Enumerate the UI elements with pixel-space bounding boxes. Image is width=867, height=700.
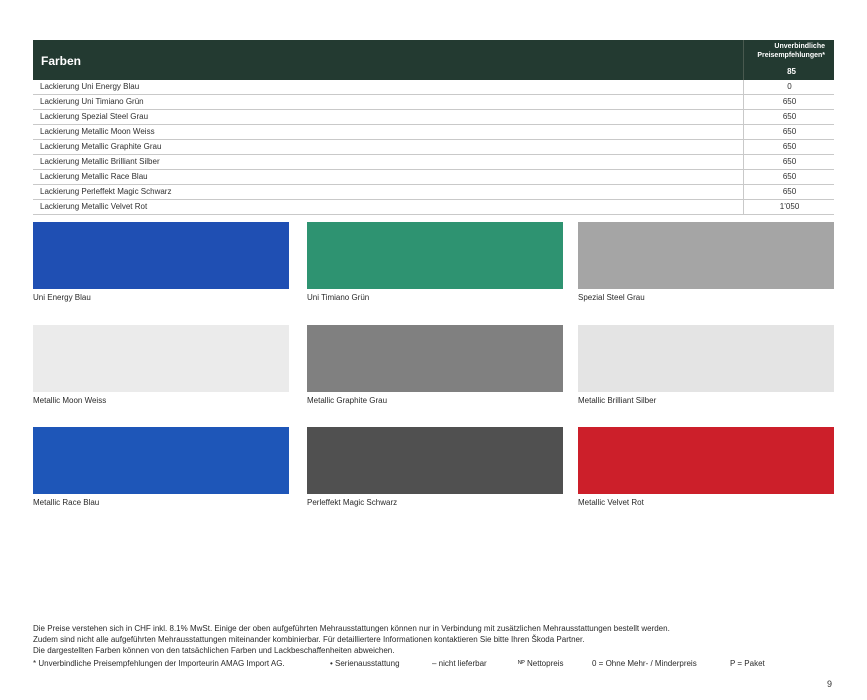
table-row [33,170,834,185]
swatch-uni-timiano-gruen [307,222,563,289]
footer-note-1: Die Preise verstehen sich in CHF inkl. 8.1% MwSt. Einige der oben aufgeführten Mehrausstattungen können nur in Verbindung mit zusätzlichen Mehrausstattungen bestellt werden. [33,624,670,633]
row-label: Lackierung Spezial Steel Grau [40,112,149,121]
legend-not-available: – nicht lieferbar [432,659,487,668]
legend-net-price: ᴺᴾ Nettopreis [518,659,564,668]
table-row [33,185,834,200]
row-price: 650 [743,140,835,154]
row-price: 0 [743,80,835,94]
row-label: Lackierung Metallic Moon Weiss [40,127,155,136]
swatch-label: Perleffekt Magic Schwarz [307,498,398,507]
swatch-label: Metallic Graphite Grau [307,396,388,405]
row-price: 1’050 [743,200,835,214]
swatch-metallic-moon-weiss [33,325,289,392]
model-code: 85 [787,67,796,76]
swatch-spezial-steel-grau [578,222,834,289]
table-row [33,95,834,110]
row-label: Lackierung Metallic Brilliant Silber [40,157,160,166]
table-row [33,80,834,95]
row-price: 650 [743,170,835,184]
row-label: Lackierung Uni Timiano Grün [40,97,144,106]
table-row [33,155,834,170]
swatch-metallic-velvet-rot [578,427,834,494]
legend-importer: * Unverbindliche Preisempfehlungen der Importeurin AMAG Import AG. [33,659,285,668]
swatch-label: Uni Energy Blau [33,293,91,302]
swatch-label: Metallic Velvet Rot [578,498,644,507]
swatch-metallic-graphite-grau [307,325,563,392]
row-price: 650 [743,110,835,124]
footer-note-2: Zudem sind nicht alle aufgeführten Mehrausstattungen miteinander kombinierbar. Für detailliertere Informationen kontaktieren Sie bitte Ihren Škoda Partner. [33,635,585,644]
table-row [33,110,834,125]
footer-note-3: Die dargestellten Farben können von den tatsächlichen Farben und Lackbeschaffenheiten abweichen. [33,646,395,655]
table-title: Farben [41,54,82,68]
swatch-perleffekt-magic-schwarz [307,427,563,494]
swatch-metallic-brilliant-silber [578,325,834,392]
swatch-label: Metallic Race Blau [33,498,100,507]
table-row [33,200,834,215]
row-price: 650 [743,155,835,169]
swatch-metallic-race-blau [33,427,289,494]
legend-zero: 0 = Ohne Mehr- / Minderpreis [592,659,697,668]
row-label: Lackierung Perleffekt Magic Schwarz [40,187,172,196]
row-label: Lackierung Metallic Graphite Grau [40,142,162,151]
table-header [33,40,834,80]
table-row [33,125,834,140]
swatch-label: Uni Timiano Grün [307,293,370,302]
price-table [33,40,834,215]
row-price: 650 [743,185,835,199]
row-price: 650 [743,95,835,109]
row-label: Lackierung Uni Energy Blau [40,82,140,91]
page-number: 9 [826,679,832,689]
swatch-label: Metallic Brilliant Silber [578,396,657,405]
swatch-label: Metallic Moon Weiss [33,396,107,405]
row-label: Lackierung Metallic Velvet Rot [40,202,148,211]
legend-series: • Serienausstattung [330,659,400,668]
row-price: 650 [743,125,835,139]
table-row [33,140,834,155]
legend-package: P = Paket [730,659,765,668]
swatch-label: Spezial Steel Grau [578,293,645,302]
price-column-title: Unverbindliche Preisempfehlungen* [757,43,825,59]
price-column-header [743,40,835,80]
row-label: Lackierung Metallic Race Blau [40,172,148,181]
swatch-uni-energy-blau [33,222,289,289]
